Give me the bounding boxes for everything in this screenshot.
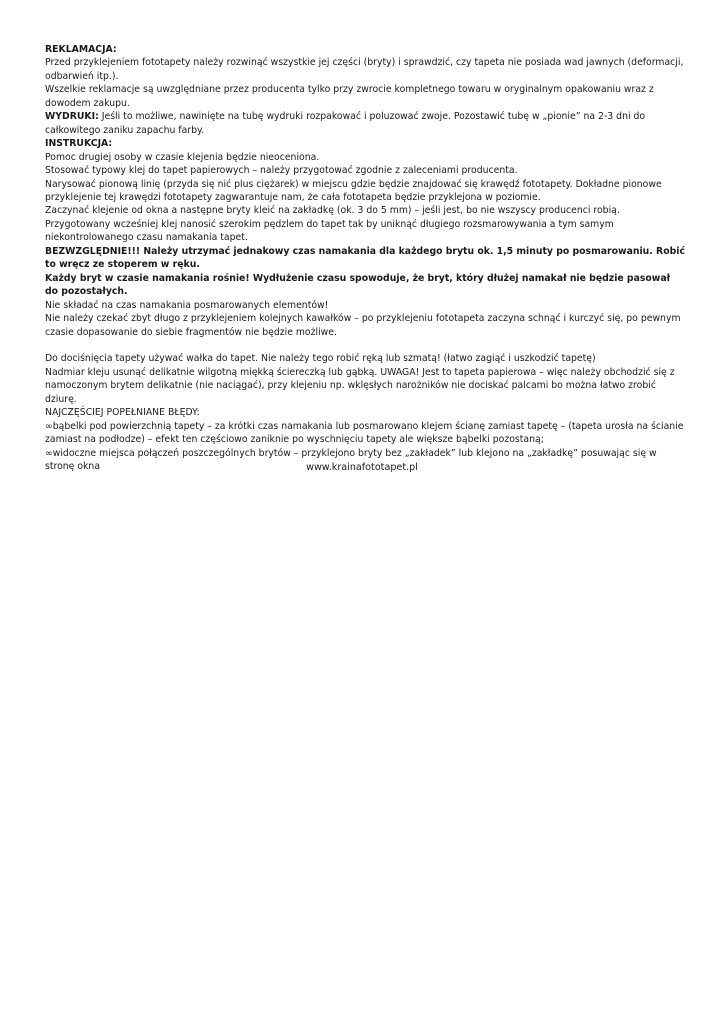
reklamacja-paragraph-2: Wszelkie reklamacje są uwzględniane przez producenta tylko przy zwrocie kompletnego towaru w oryginalnym opakowaniu wraz z dowodem zakupu. bbox=[45, 84, 654, 109]
instrukcja-heading: INSTRUKCJA: bbox=[45, 138, 113, 150]
common-mistakes-heading: NAJCZĘŚCIEJ POPEŁNIANE BŁĘDY: bbox=[45, 407, 200, 419]
document-body bbox=[45, 43, 685, 473]
instrukcja-warning-1: BEZWZGLĘDNIE!!! Należy utrzymać jednakowy czas namakania dla każdego brytu ok. 1,5 minuty po posmarowaniu. Robić to wręcz ze stoperem w ręku. bbox=[45, 245, 685, 271]
instrukcja-paragraph-8: Nie składać na czas namakania posmarowanych elementów! bbox=[45, 299, 329, 311]
reklamacja-heading: REKLAMACJA: bbox=[45, 44, 117, 55]
wydruki-paragraph bbox=[45, 110, 685, 137]
mistake-item-seams: ∞widoczne miejsca połączeń poszczególnych brytów – przyklejono bryty bez „zakładek” lub klejono na „zakładkę” posuwając się w stronę okna bbox=[45, 447, 657, 473]
instrukcja-paragraph-9: Nie należy czekać zbyt długo z przyklejeniem kolejnych kawałków – po przyklejeniu fototapeta zaczyna schnąć i kurczyć się, po pewnym czasie dopasowanie do siebie fragmentów nie będzie możliwe. bbox=[45, 313, 681, 338]
instrukcja-paragraph-4: Zaczynać klejenie od okna a następne bryty kleić na zakładkę (ok. 3 do 5 mm) – jeśli jest, bo nie wszyscy producenci robią. bbox=[45, 205, 620, 217]
wydruki-text: Jeśli to możliwe, nawinięte na tubę wydruki rozpakować i poluzować zwoje. Pozostawić tubę w „pionie” na 2-3 dni do całkowitego zaniku zapachu farby. bbox=[45, 111, 646, 136]
instrukcja-paragraph-10: Do dociśnięcia tapety używać wałka do tapet. Nie należy tego robić ręką lub szmatą! (łatwo zagiąć i uszkodzić tapetę) bbox=[45, 353, 596, 365]
instrukcja-paragraph-5: Przygotowany wcześniej klej nanosić szerokim pędzlem do tapet tak by uniknąć długiego rozsmarowywania a tym samym niekontrolowanego czasu namakania tapet. bbox=[45, 218, 614, 244]
instrukcja-paragraph-1: Pomoc drugiej osoby w czasie klejenia będzie nieoceniona. bbox=[45, 151, 320, 163]
instrukcja-paragraph-3: Narysować pionową linię (przyda się nić plus ciężarek) w miejscu gdzie będzie znajdować się krawędź fototapety. Dokładne pionowe przyklejenie tej krawędzi fototapety zagwarantuje nam, że cała fototapeta będzie przyklejona w poziomie. bbox=[45, 178, 662, 203]
wydruki-label: WYDRUKI: bbox=[45, 111, 99, 123]
instrukcja-paragraph-2: Stosować typowy klej do tapet papierowych – należy przygotować zgodnie z zaleceniami producenta. bbox=[45, 165, 518, 177]
instrukcja-paragraph-11: Nadmiar kleju usunąć delikatnie wilgotną miękką ściereczką lub gąbką. UWAGA! Jest to tapeta papierowa – więc należy obchodzić się z namoczonym brytem delikatnie (nie naciągać), przy klejeniu np. wklęsłych narożników nie dociskać palcami bo można łatwo zrobić dziurę. bbox=[45, 366, 675, 405]
paragraph-spacer bbox=[45, 339, 685, 352]
reklamacja-paragraph-1: Przed przyklejeniem fototapety należy rozwinąć wszystkie jej części (bryty) i sprawdzić, czy tapeta nie posiada wad jawnych (deformacji, odbarwień itp.). bbox=[45, 57, 684, 82]
instrukcja-warning-2: Każdy bryt w czasie namakania rośnie! Wydłużenie czasu spowoduje, że bryt, który dłużej namakał nie będzie pasował do pozostałych. bbox=[45, 272, 671, 298]
mistake-item-bubbles: ∞bąbelki pod powierzchnią tapety – za krótki czas namakania lub posmarowano klejem ścianę zamiast tapetę – (tapeta urosła na ścianie zamiast na podłodze) – efekt ten częściowo zaniknie po wyschnięciu tapety ale większe bąbelki pozostaną; bbox=[45, 420, 684, 446]
footer-url: www.krainafototapet.pl bbox=[306, 462, 418, 473]
